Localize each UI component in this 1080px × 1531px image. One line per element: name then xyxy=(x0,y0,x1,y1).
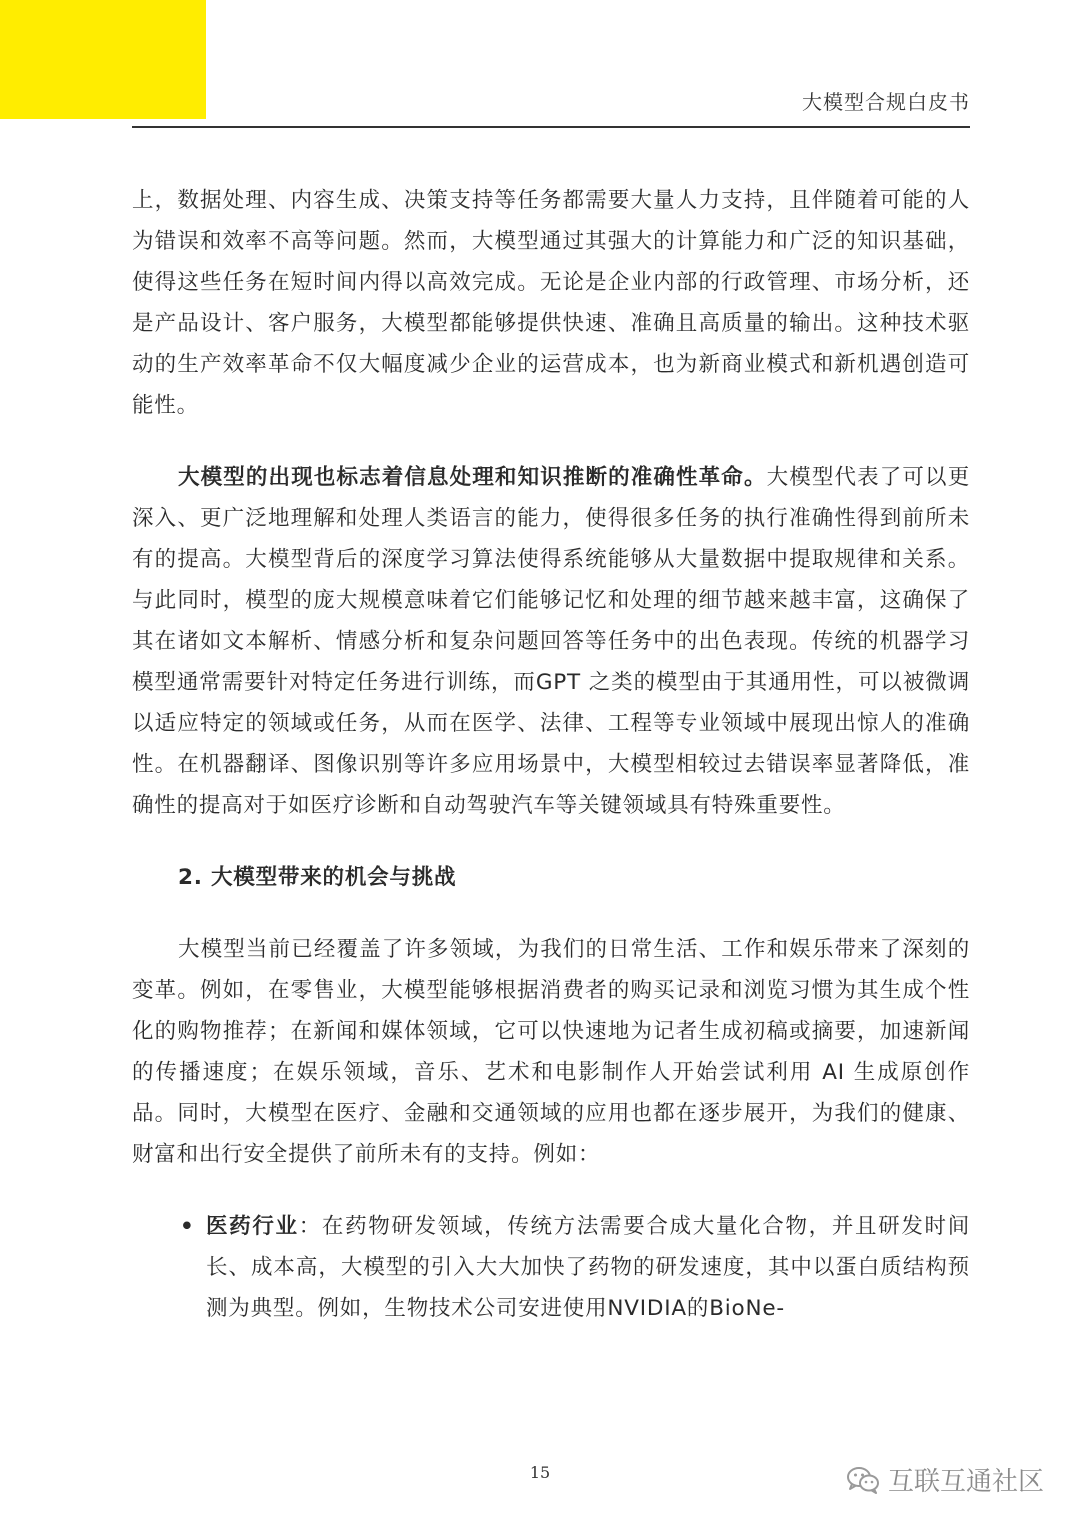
page-number: 15 xyxy=(529,1463,551,1482)
paragraph-accuracy xyxy=(132,457,970,826)
watermark xyxy=(846,1461,1044,1498)
paragraph-opportunities: 大模型当前已经覆盖了许多领域，为我们的日常生活、工作和娱乐带来了深刻的变革。例如，在零售业，大模型能够根据消费者的购买记录和浏览习惯为其生成个性化的购物推荐；在新闻和媒体领域，它可以快速地为记者生成初稿或摘要，加速新闻的传播速度；在娱乐领域，音乐、艺术和电影制作人开始尝试利用 AI 生成原创作品。同时，大模型在医疗、金融和交通领域的应用也都在逐步展开，为我们的健康、财富和出行安全提供了前所未有的支持。例如： xyxy=(132,937,970,1167)
paragraph-accuracy-body: 大模型代表了可以更深入、更广泛地理解和处理人类语言的能力，使得很多任务的执行准确性得到前所未有的提高。大模型背后的深度学习算法使得系统能够从大量数据中提取规律和关系。与此同时，模型的庞大规模意味着它们能够记忆和处理的细节越来越丰富，这确保了其在诸如文本解析、情感分析和复杂问题回答等任务中的出色表现。传统的机器学习模型通常需要针对特定任务进行训练，而GPT 之类的模型由于其通用性，可以被微调以适应特定的领域或任务，从而在医学、法律、工程等专业领域中展现出惊人的准确性。在机器翻译、图像识别等许多应用场景中，大模型相较过去错误率显著降低，准确性的提高对于如医疗诊断和自动驾驶汽车等关键领域具有特殊重要性。 xyxy=(132,465,970,818)
paragraph-accuracy-lead: 大模型的出现也标志着信息处理和知识推断的准确性革命。 xyxy=(178,465,767,490)
page-content xyxy=(132,180,970,1329)
bullet-label: 医药行业 xyxy=(206,1214,299,1239)
bullet-dot: • xyxy=(180,1214,195,1239)
wechat-icon xyxy=(846,1466,880,1494)
watermark-text: 互联互通社区 xyxy=(887,1467,1044,1497)
bullet-text: ：在药物研发领域，传统方法需要合成大量化合物，并且研发时间长、成本高，大模型的引入大大加快了药物的研发速度，其中以蛋白质结构预测为典型。例如，生物技术公司安进使用NVIDIA的BioNe- xyxy=(206,1214,971,1321)
document-title: 大模型合规白皮书 xyxy=(802,90,970,114)
section-heading: 2. 大模型带来的机会与挑战 xyxy=(178,865,457,890)
yellow-corner-block xyxy=(0,0,206,119)
paragraph-efficiency: 上，数据处理、内容生成、决策支持等任务都需要大量人力支持，且伴随着可能的人为错误和效率不高等问题。然而，大模型通过其强大的计算能力和广泛的知识基础，使得这些任务在短时间内得以高效完成。无论是企业内部的行政管理、市场分析，还是产品设计、客户服务，大模型都能够提供快速、准确且高质量的输出。这种技术驱动的生产效率革命不仅大幅度减少企业的运营成本，也为新商业模式和新机遇创造可能性。 xyxy=(132,188,970,418)
header-divider xyxy=(132,126,970,128)
bullet-item-pharma xyxy=(132,1206,970,1329)
